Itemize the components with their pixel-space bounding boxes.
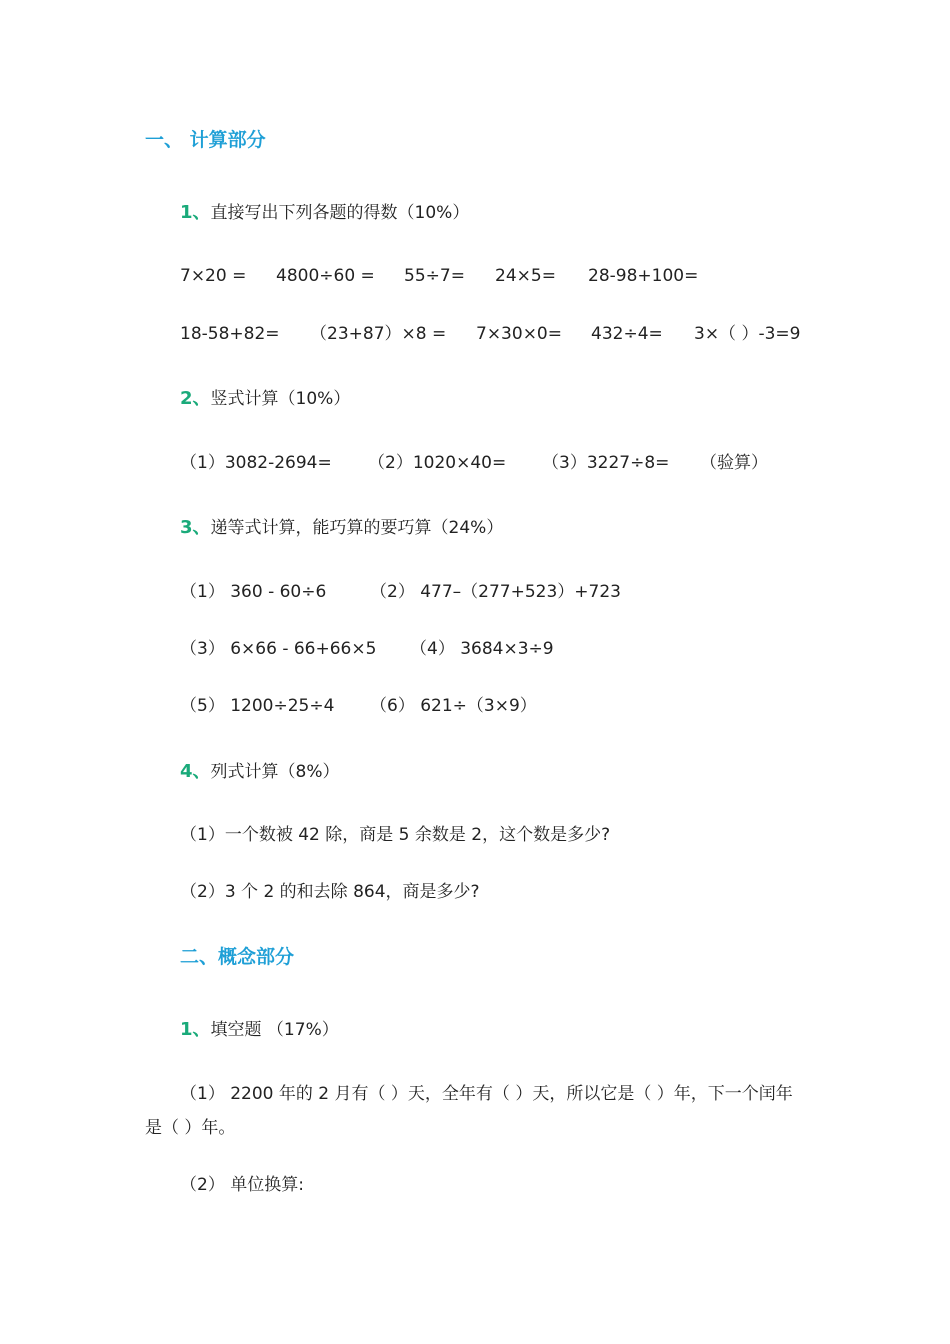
q1-row2-item3: 7×30×0= [476, 324, 562, 344]
q2-item2: （2）1020×40= [368, 453, 507, 473]
question-number: 1、 [180, 1019, 211, 1040]
question-number: 1、 [180, 202, 211, 223]
q2-item3: （3）3227÷8= [542, 453, 670, 473]
q4-item2: （2）3 个 2 的和去除 864，商是多少? [180, 882, 480, 902]
q1-row2-item2: （23+87）×8 = [310, 324, 447, 344]
q1-row1-item3: 55÷7= [404, 266, 465, 286]
q3-item4: （4） 3684×3÷9 [410, 639, 554, 659]
question-2-heading [180, 390, 350, 408]
q3-item3: （3） 6×66 - 66+66×5 [180, 639, 377, 659]
question-label: 列式计算（8%） [210, 762, 340, 782]
q3-item5: （5） 1200÷25÷4 [180, 696, 335, 716]
question-number: 3、 [180, 517, 211, 538]
q1-row1-item4: 24×5= [495, 266, 556, 286]
concept-item1-line2: 是（ ）年。 [145, 1118, 236, 1138]
q1-row1-item2: 4800÷60 = [276, 266, 375, 286]
question-label: 直接写出下列各题的得数（10%） [210, 203, 470, 223]
question-label: 递等式计算，能巧算的要巧算（24%） [210, 518, 504, 538]
question-3-heading [180, 519, 503, 537]
question-number: 2、 [180, 388, 211, 409]
question-label: 填空题 （17%） [210, 1020, 339, 1040]
q2-item4: （验算） [700, 453, 768, 473]
section-title-concept: 二、概念部分 [180, 946, 295, 968]
q1-row2-item5: 3×（ ）-3=9 [694, 324, 801, 344]
question-label: 竖式计算（10%） [210, 389, 351, 409]
q1-row2-item4: 432÷4= [591, 324, 663, 344]
concept-item1-line1: （1） 2200 年的 2 月有（ ）天，全年有（ ）天，所以它是（ ）年，下一个闰年 [180, 1084, 793, 1104]
question-1-heading [180, 204, 469, 222]
concept-question-1-heading [180, 1021, 339, 1039]
q1-row1-item1: 7×20 = [180, 266, 247, 286]
q4-item1: （1）一个数被 42 除，商是 5 余数是 2，这个数是多少? [180, 825, 611, 845]
q2-item1: （1）3082-2694= [180, 453, 332, 473]
concept-item2: （2） 单位换算: [180, 1175, 304, 1195]
question-number: 4、 [180, 761, 211, 782]
section-title-calculation: 一、 计算部分 [145, 129, 266, 151]
q1-row1-item5: 28-98+100= [588, 266, 699, 286]
q1-row2-item1: 18-58+82= [180, 324, 280, 344]
q3-item6: （6） 621÷（3×9） [370, 696, 537, 716]
q3-item2: （2） 477–（277+523）+723 [370, 582, 621, 602]
question-4-heading [180, 763, 340, 781]
q3-item1: （1） 360 - 60÷6 [180, 582, 327, 602]
